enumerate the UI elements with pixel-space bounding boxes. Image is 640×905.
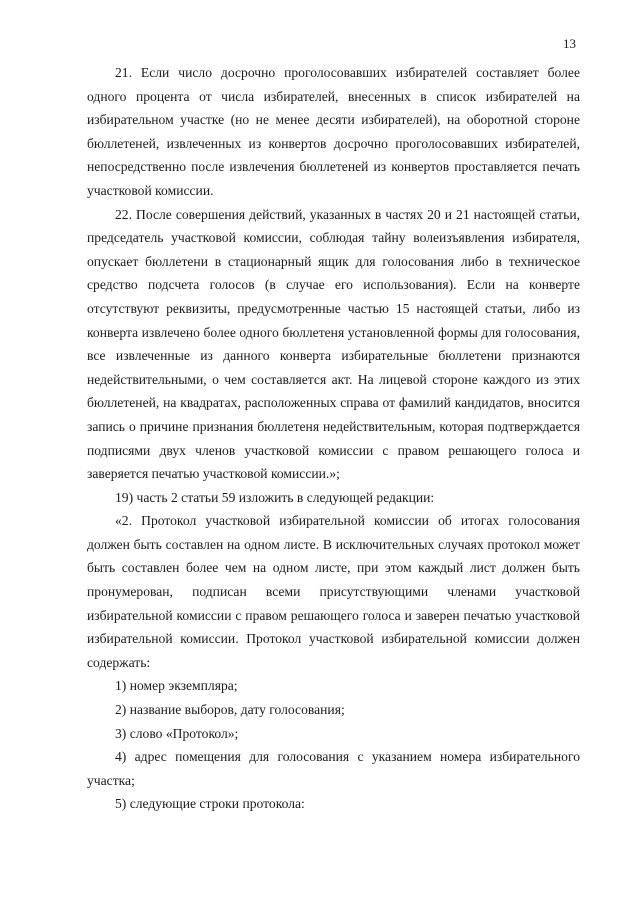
list-item-address: 4) адрес помещения для голосования с указанием номера избирательного участка; [87,749,580,788]
paragraph-part-21: 21. Если число досрочно проголосовавших избирателей составляет более одного процента от числа избирателей, внесенных в список избирателей на избирательном участке (но не менее десяти избирателей), на оборотной стороне бюллетеней, извлеченных из конвертов досрочно проголосовавших избирателей, непосредственно после извлечения бюллетеней из конвертов проставляется печать участковой комиссии. [87,65,580,198]
document-body [87,61,580,816]
list-item-election-name: 2) название выборов, дату голосования; [115,702,345,718]
page-number: 13 [563,36,576,51]
paragraph-amendment-19: 19) часть 2 статьи 59 изложить в следующей редакции: [115,489,435,505]
paragraph-part-22: 22. После совершения действий, указанных в частях 20 и 21 настоящей статьи, председатель участковой комиссии, соблюдая тайну волеизъявления избирателя, опускает бюллетени в стационарный ящик для голосования либо в техническое средство подсчета голосов (в случае его использования). Если на конверте отсутствуют реквизиты, предусмотренные частью 15 настоящей статьи, либо из конверта извлечено более одного бюллетеня установленной формы для голосования, все извлеченные из данного конверта избирательные бюллетени признаются недействительными, о чем составляется акт. На лицевой стороне каждого из этих бюллетеней, на квадратах, расположенных справа от фамилий кандидатов, вносится запись о причине признания бюллетеня недействительным, которая подтверждается подписями двух членов участковой комиссии с правом решающего голоса и заверяется печатью участковой комиссии.»; [87,206,580,482]
list-item-protocol-word: 3) слово «Протокол»; [115,725,239,741]
list-item-protocol-lines: 5) следующие строки протокола: [115,796,305,812]
list-item-copy-number: 1) номер экземпляра; [115,678,238,694]
paragraph-protocol-requirements: «2. Протокол участковой избирательной комиссии об итогах голосования должен быть составлен на одном листе. В исключительных случаях протокол может быть составлен более чем на одном листе, при этом каждый лист должен быть пронумерован, подписан всеми присутствующими членами участковой избирательной комиссии с правом решающего голоса и заверен печатью участковой избирательной комиссии. Протокол участковой избирательной комиссии должен содержать: [87,513,580,670]
